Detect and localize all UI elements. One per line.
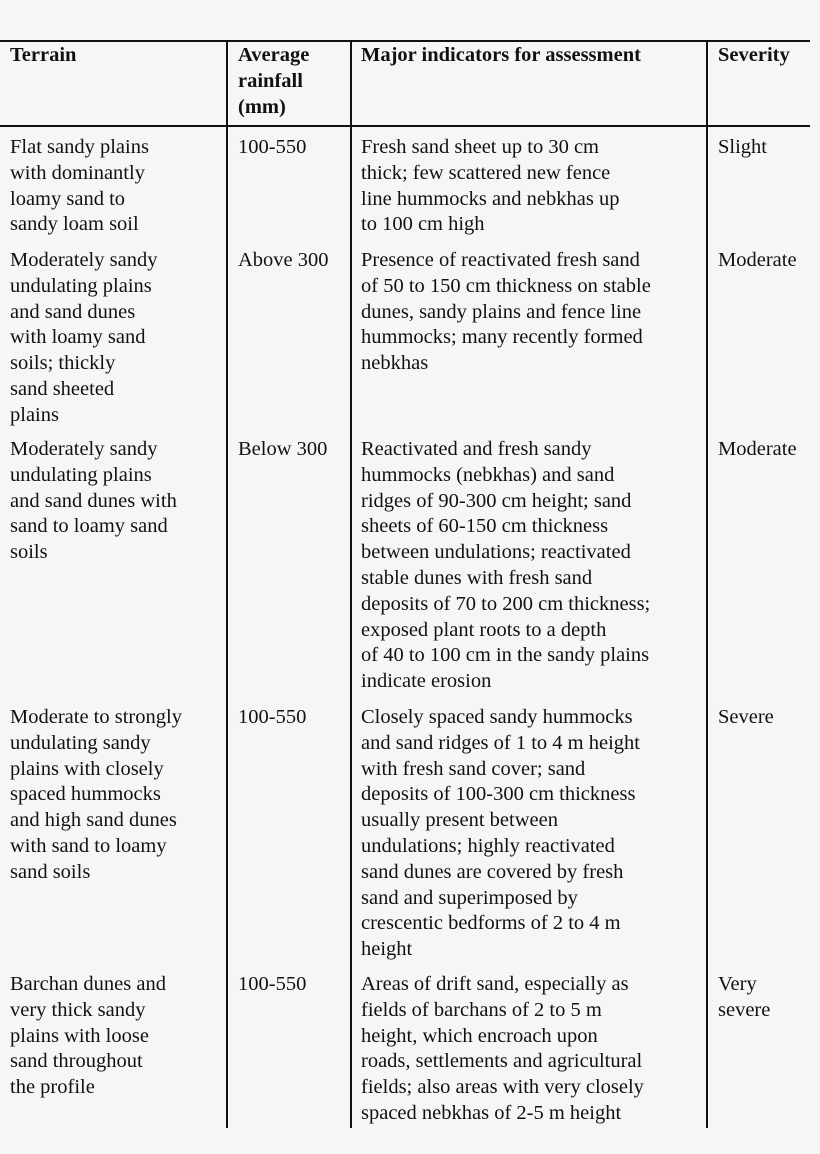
cell-indicators: Closely spaced sandy hummocks and sand ridges of 1 to 4 m height with fresh sand cover; sand deposits of 100-300 cm thickness usually present between undulations; highly reactivated sand dunes are covered by fresh sand and superimposed by crescentic bedforms of 2 to 4 m height (361, 706, 640, 961)
cell-rainfall: 100-550 (238, 136, 307, 158)
cell-severity: Severe (718, 706, 774, 728)
cell-rainfall: 100-550 (238, 706, 307, 728)
column-divider (226, 40, 228, 1128)
column-divider (350, 40, 352, 1128)
header-severity: Severity (718, 44, 790, 66)
cell-indicators: Presence of reactivated fresh sand of 50 to 150 cm thickness on stable dunes, sandy plains and fence line hummocks; many recently formed nebkhas (361, 249, 651, 375)
cell-severity: Moderate (718, 438, 797, 460)
cell-terrain: Moderate to strongly undulating sandy plains with closely spaced hummocks and high sand dunes with sand to loamy sand soils (10, 706, 182, 883)
cell-terrain: Flat sandy plains with dominantly loamy sand to sandy loam soil (10, 136, 149, 236)
cell-rainfall: Above 300 (238, 249, 329, 271)
cell-severity: Moderate (718, 249, 797, 271)
cell-terrain: Moderately sandy undulating plains and sand dunes with sand to loamy sand soils (10, 438, 177, 564)
cell-terrain: Moderately sandy undulating plains and sand dunes with loamy sand soils; thickly sand sheeted plains (10, 249, 158, 426)
header-rainfall: Average rainfall (mm) (238, 44, 310, 118)
cell-rainfall: Below 300 (238, 438, 328, 460)
cell-indicators: Reactivated and fresh sandy hummocks (nebkhas) and sand ridges of 90-300 cm height; sand sheets of 60-150 cm thickness between undulations; reactivated stable dunes with fresh sand deposits of 70 to 200 cm thickness; exposed plant roots to a depth of 40 to 100 cm in the sandy plains indicate erosion (361, 438, 651, 693)
cell-indicators: Areas of drift sand, especially as fields of barchans of 2 to 5 m height, which encroach upon roads, settlements and agricultural fields; also areas with very closely spaced nebkhas of 2-5 m height (361, 973, 644, 1124)
header-terrain: Terrain (10, 44, 77, 66)
header-indicators: Major indicators for assessment (361, 44, 641, 66)
cell-indicators: Fresh sand sheet up to 30 cm thick; few scattered new fence line hummocks and nebkhas up to 100 cm high (361, 136, 620, 236)
cell-severity: Very severe (718, 973, 771, 1021)
cell-rainfall: 100-550 (238, 973, 307, 995)
cell-severity: Slight (718, 136, 767, 158)
cell-terrain: Barchan dunes and very thick sandy plains with loose sand throughout the profile (10, 973, 166, 1099)
table-header-rule (0, 125, 810, 127)
column-divider (706, 40, 708, 1128)
table-top-rule (0, 40, 810, 42)
